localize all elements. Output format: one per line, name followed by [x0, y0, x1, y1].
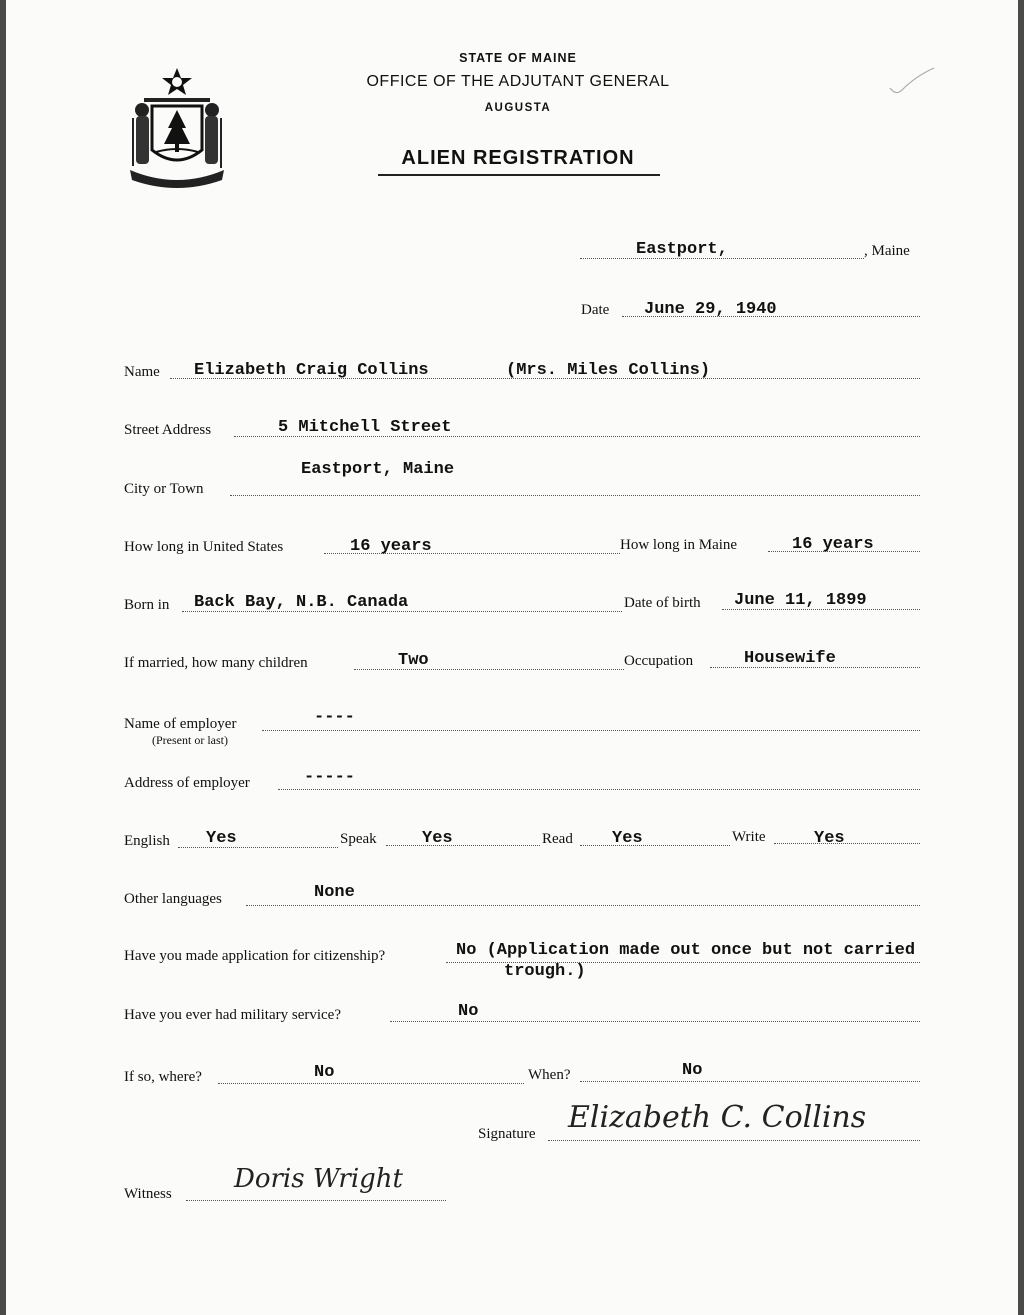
header-state: STATE OF MAINE — [459, 51, 577, 65]
military-when-line — [580, 1081, 920, 1082]
military-where-label: If so, where? — [124, 1069, 202, 1085]
other-languages-line — [246, 905, 920, 906]
speak-value: Yes — [422, 829, 453, 848]
signature-handwriting: Elizabeth C. Collins — [568, 1100, 867, 1135]
write-label: Write — [732, 829, 766, 845]
employer-name-value: ---- — [314, 708, 355, 727]
dob-label: Date of birth — [624, 595, 701, 611]
other-languages-value: None — [314, 883, 355, 902]
military-when-value: No — [682, 1061, 703, 1080]
military-line — [390, 1021, 920, 1022]
employer-address-value: ----- — [304, 768, 356, 787]
name-value: Elizabeth Craig Collins — [194, 361, 429, 380]
city-label: City or Town — [124, 481, 204, 497]
state-suffix: , Maine — [864, 243, 910, 259]
citizenship-value-line1: No (Application made out once but not carried — [456, 941, 916, 960]
witness-handwriting: Doris Wright — [234, 1164, 403, 1194]
english-line — [178, 847, 338, 848]
city-line — [230, 495, 920, 496]
citizenship-value-line2: trough.) — [504, 962, 586, 981]
read-value: Yes — [612, 829, 643, 848]
street-label: Street Address — [124, 422, 212, 438]
maine-residence-label: How long in Maine — [620, 537, 738, 553]
military-value: No — [458, 1002, 479, 1021]
occupation-label: Occupation — [624, 653, 694, 669]
signature-label: Signature — [478, 1126, 536, 1142]
employer-name-label: Name of employer — [124, 716, 237, 732]
title-underline — [378, 174, 660, 176]
page-title: ALIEN REGISTRATION — [401, 147, 635, 169]
name-label: Name — [124, 364, 160, 380]
other-languages-label: Other languages — [124, 891, 222, 907]
date-value: June 29, 1940 — [644, 300, 777, 319]
date-label: Date — [581, 302, 610, 318]
header-city: AUGUSTA — [484, 102, 552, 114]
street-value: 5 Mitchell Street — [278, 418, 452, 437]
born-in-label: Born in — [124, 597, 170, 613]
occupation-value: Housewife — [744, 649, 836, 668]
military-label: Have you ever had military service? — [124, 1007, 341, 1023]
check-mark-icon — [886, 66, 938, 98]
read-label: Read — [542, 831, 573, 847]
witness-label: Witness — [124, 1186, 172, 1202]
speak-line — [386, 845, 540, 846]
employer-address-label: Address of employer — [124, 775, 250, 791]
english-value: Yes — [206, 829, 237, 848]
town-value: Eastport, — [636, 240, 728, 259]
name-alias: (Mrs. Miles Collins) — [506, 361, 711, 380]
military-when-label: When? — [528, 1067, 571, 1083]
write-value: Yes — [814, 829, 845, 848]
speak-label: Speak — [340, 831, 377, 847]
military-where-line — [218, 1083, 524, 1084]
dob-value: June 11, 1899 — [734, 591, 867, 610]
us-residence-label: How long in United States — [124, 539, 284, 555]
city-value: Eastport, Maine — [301, 460, 455, 479]
children-value: Two — [398, 651, 429, 670]
write-line — [774, 843, 920, 844]
document-page — [6, 0, 1018, 1315]
us-residence-value: 16 years — [350, 537, 432, 556]
maine-residence-value: 16 years — [792, 535, 874, 554]
children-line — [354, 669, 624, 670]
children-label: If married, how many children — [124, 655, 308, 671]
employer-address-line — [278, 789, 920, 790]
employer-name-sublabel: (Present or last) — [152, 733, 228, 747]
seal-banner-text: MAINE — [163, 166, 195, 180]
employer-name-line — [262, 730, 920, 731]
header-office: OFFICE OF THE ADJUTANT GENERAL — [366, 73, 670, 90]
citizenship-label: Have you made application for citizenship? — [124, 948, 386, 964]
witness-line — [186, 1200, 446, 1201]
read-line — [580, 845, 730, 846]
born-in-value: Back Bay, N.B. Canada — [194, 593, 409, 612]
military-where-value: No — [314, 1063, 335, 1082]
signature-line — [548, 1140, 920, 1141]
english-label: English — [124, 833, 170, 849]
